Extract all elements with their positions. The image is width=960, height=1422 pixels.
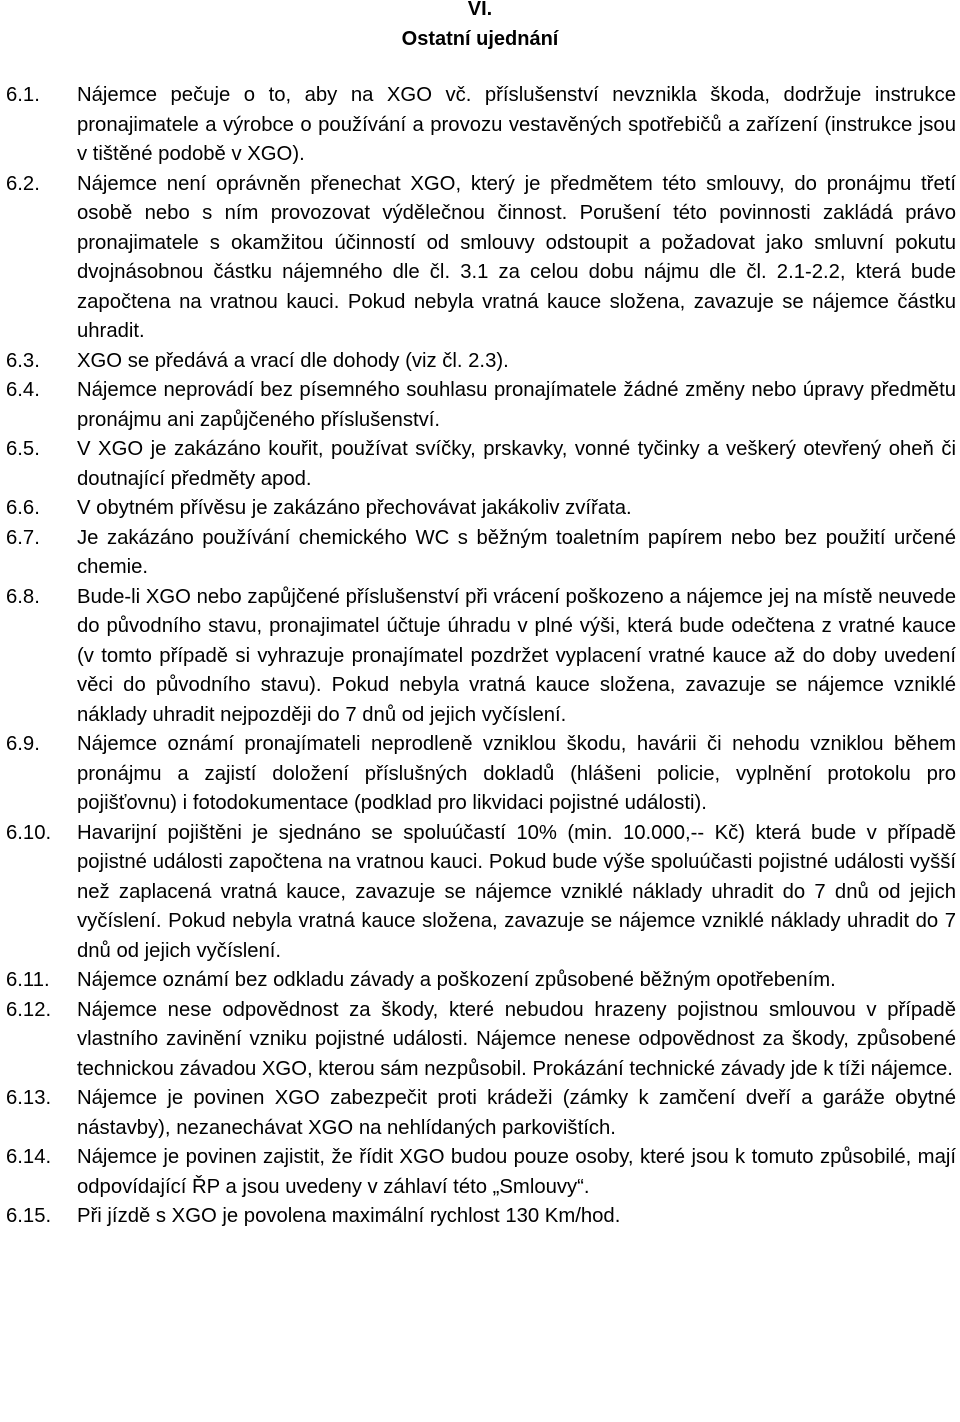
clause-number: 6.7. [6, 526, 40, 549]
clause-number: 6.12. [6, 998, 52, 1021]
clause-number: 6.4. [6, 379, 40, 401]
clause-number: 6.10. [6, 821, 52, 844]
clause-6-4 [6, 376, 956, 435]
clause-number: 6.13. [6, 1087, 52, 1109]
clause-text: Při jízdě s XGO je povolena maximální rychlost 130 Km/hod. [77, 1205, 621, 1227]
clause-6-2 [6, 170, 956, 347]
clause-text: XGO se předává a vrací dle dohody (viz čl. 2.3). [77, 349, 509, 372]
clause-number: 6.9. [6, 733, 40, 755]
clause-number: 6.11. [6, 969, 50, 991]
clause-number: 6.14. [6, 1146, 52, 1168]
clause-text: Havarijní pojištěni je sjednáno se spoluúčastí 10% (min. 10.000,-- Kč) která bude v případě pojistné události započtena na vratnou kauci. Pokud bude výše spoluúčasti pojistné události vyšší než zaplacená vratná kauce, zavazuje se nájemce vzniklé náklady uhradit do 7 dnů od jejich vyčíslení. Pokud nebyla vratná kauce složena, zavazuje se nájemce vzniklé náklady uhradit do 7 dnů od jejich vyčíslení. [77, 821, 956, 962]
clause-6-14 [6, 1143, 956, 1202]
clause-6-9 [6, 730, 956, 819]
clause-number: 6.1. [6, 84, 40, 106]
clause-text: Nájemce nese odpovědnost za škody, které nebudou hrazeny pojistnou smlouvou v případě vlastního zavinění vzniku pojistné události. Nájemce nenese odpovědnost za škody, způsobené technickou závadou XGO, kterou sám nezpůsobil. Prokázání technické závady jde k tíži nájemce. [77, 998, 956, 1080]
clause-text: Bude-li XGO nebo zapůjčené příslušenství při vrácení poškozeno a nájemce jej na místě neuvede do původního stavu, pronajimatel účtuje úhradu v plné výši, která bude odečtena z vratné kauce (v tomto případě si vyhrazuje pronajímatel pozdržet vyplacení vratné kauce až do doby uvedení věci do původního stavu). Pokud nebyla vratná kauce složena, zavazuje se nájemce vzniklé náklady uhradit nejpozději do 7 dnů od jejich vyčíslení. [77, 585, 956, 726]
clause-list [6, 81, 956, 1232]
clause-number: 6.8. [6, 585, 40, 608]
clause-number: 6.6. [6, 497, 40, 519]
clause-text: Nájemce není oprávněn přenechat XGO, který je předmětem této smlouvy, do pronájmu třetí osobě nebo s ním provozovat výdělečnou činnost. Porušení této povinnosti zakládá právo pronajimatele s okamžitou účinností od smlouvy odstoupit a požadovat jako smluvní pokutu dvojnásobnou částku nájemného dle čl. 3.1 za celou dobu nájmu dle čl. 2.1-2.2, která bude započtena na vratnou kauci. Pokud nebyla vratná kauce složena, zavazuje se nájemce částku uhradit. [77, 172, 956, 342]
clause-text: V XGO je zakázáno kouřit, používat svíčky, prskavky, vonné tyčinky a veškerý otevřený oheň či doutnající předměty apod. [77, 438, 956, 490]
clause-number: 6.3. [6, 349, 40, 372]
clause-text: Je zakázáno používání chemického WC s běžným toaletním papírem nebo bez použití určené chemie. [77, 526, 956, 578]
clause-6-5 [6, 435, 956, 494]
clause-6-15 [6, 1202, 956, 1232]
clause-text: Nájemce oznámí pronajímateli neprodleně vzniklou škodu, havárii či nehodu vzniklou během pronájmu a zajistí doložení příslušných dokladů (hlášeni policie, vyplnění protokolu pro pojišťovnu) i fotodokumentace (podklad pro likvidaci pojistné události). [77, 733, 956, 814]
clause-number: 6.2. [6, 172, 40, 195]
clause-6-12 [6, 996, 956, 1085]
clause-text: Nájemce je povinen XGO zabezpečit proti krádeži (zámky k zamčení dveří a garáže obytné nástavby), nezanechávat XGO na nehlídaných parkovištích. [77, 1087, 956, 1139]
clause-6-8 [6, 583, 956, 731]
clause-text: V obytném přívěsu je zakázáno přechovávat jakákoliv zvířata. [77, 497, 632, 519]
clause-6-1 [6, 81, 956, 170]
clause-6-10 [6, 819, 956, 967]
clause-number: 6.5. [6, 438, 40, 460]
clause-6-13 [6, 1084, 956, 1143]
clause-number: 6.15. [6, 1205, 52, 1227]
clause-text: Nájemce pečuje o to, aby na XGO vč. příslušenství nevznikla škoda, dodržuje instrukce pronajimatele a výrobce o používání a provozu vestavěných spotřebičů a zařízení (instrukce jsou v tištěné podobě v XGO). [77, 84, 956, 165]
section-title-heading: Ostatní ujednání [401, 28, 559, 50]
clause-6-3 [6, 347, 956, 377]
clause-text: Nájemce neprovádí bez písemného souhlasu pronajímatele žádné změny nebo úpravy předmětu pronájmu ani zapůjčeného příslušenství. [77, 379, 956, 431]
clause-6-7 [6, 524, 956, 583]
section-number-heading: VI. [467, 0, 493, 20]
clause-text: Nájemce oznámí bez odkladu závady a poškození způsobené běžným opotřebením. [77, 969, 836, 991]
clause-6-6 [6, 494, 956, 524]
clause-6-11 [6, 966, 956, 996]
clause-text: Nájemce je povinen zajistit, že řídit XGO budou pouze osoby, které jsou k tomuto způsobilé, mají odpovídající ŘP a jsou uvedeny v záhlaví této „Smlouvy“. [77, 1146, 956, 1198]
